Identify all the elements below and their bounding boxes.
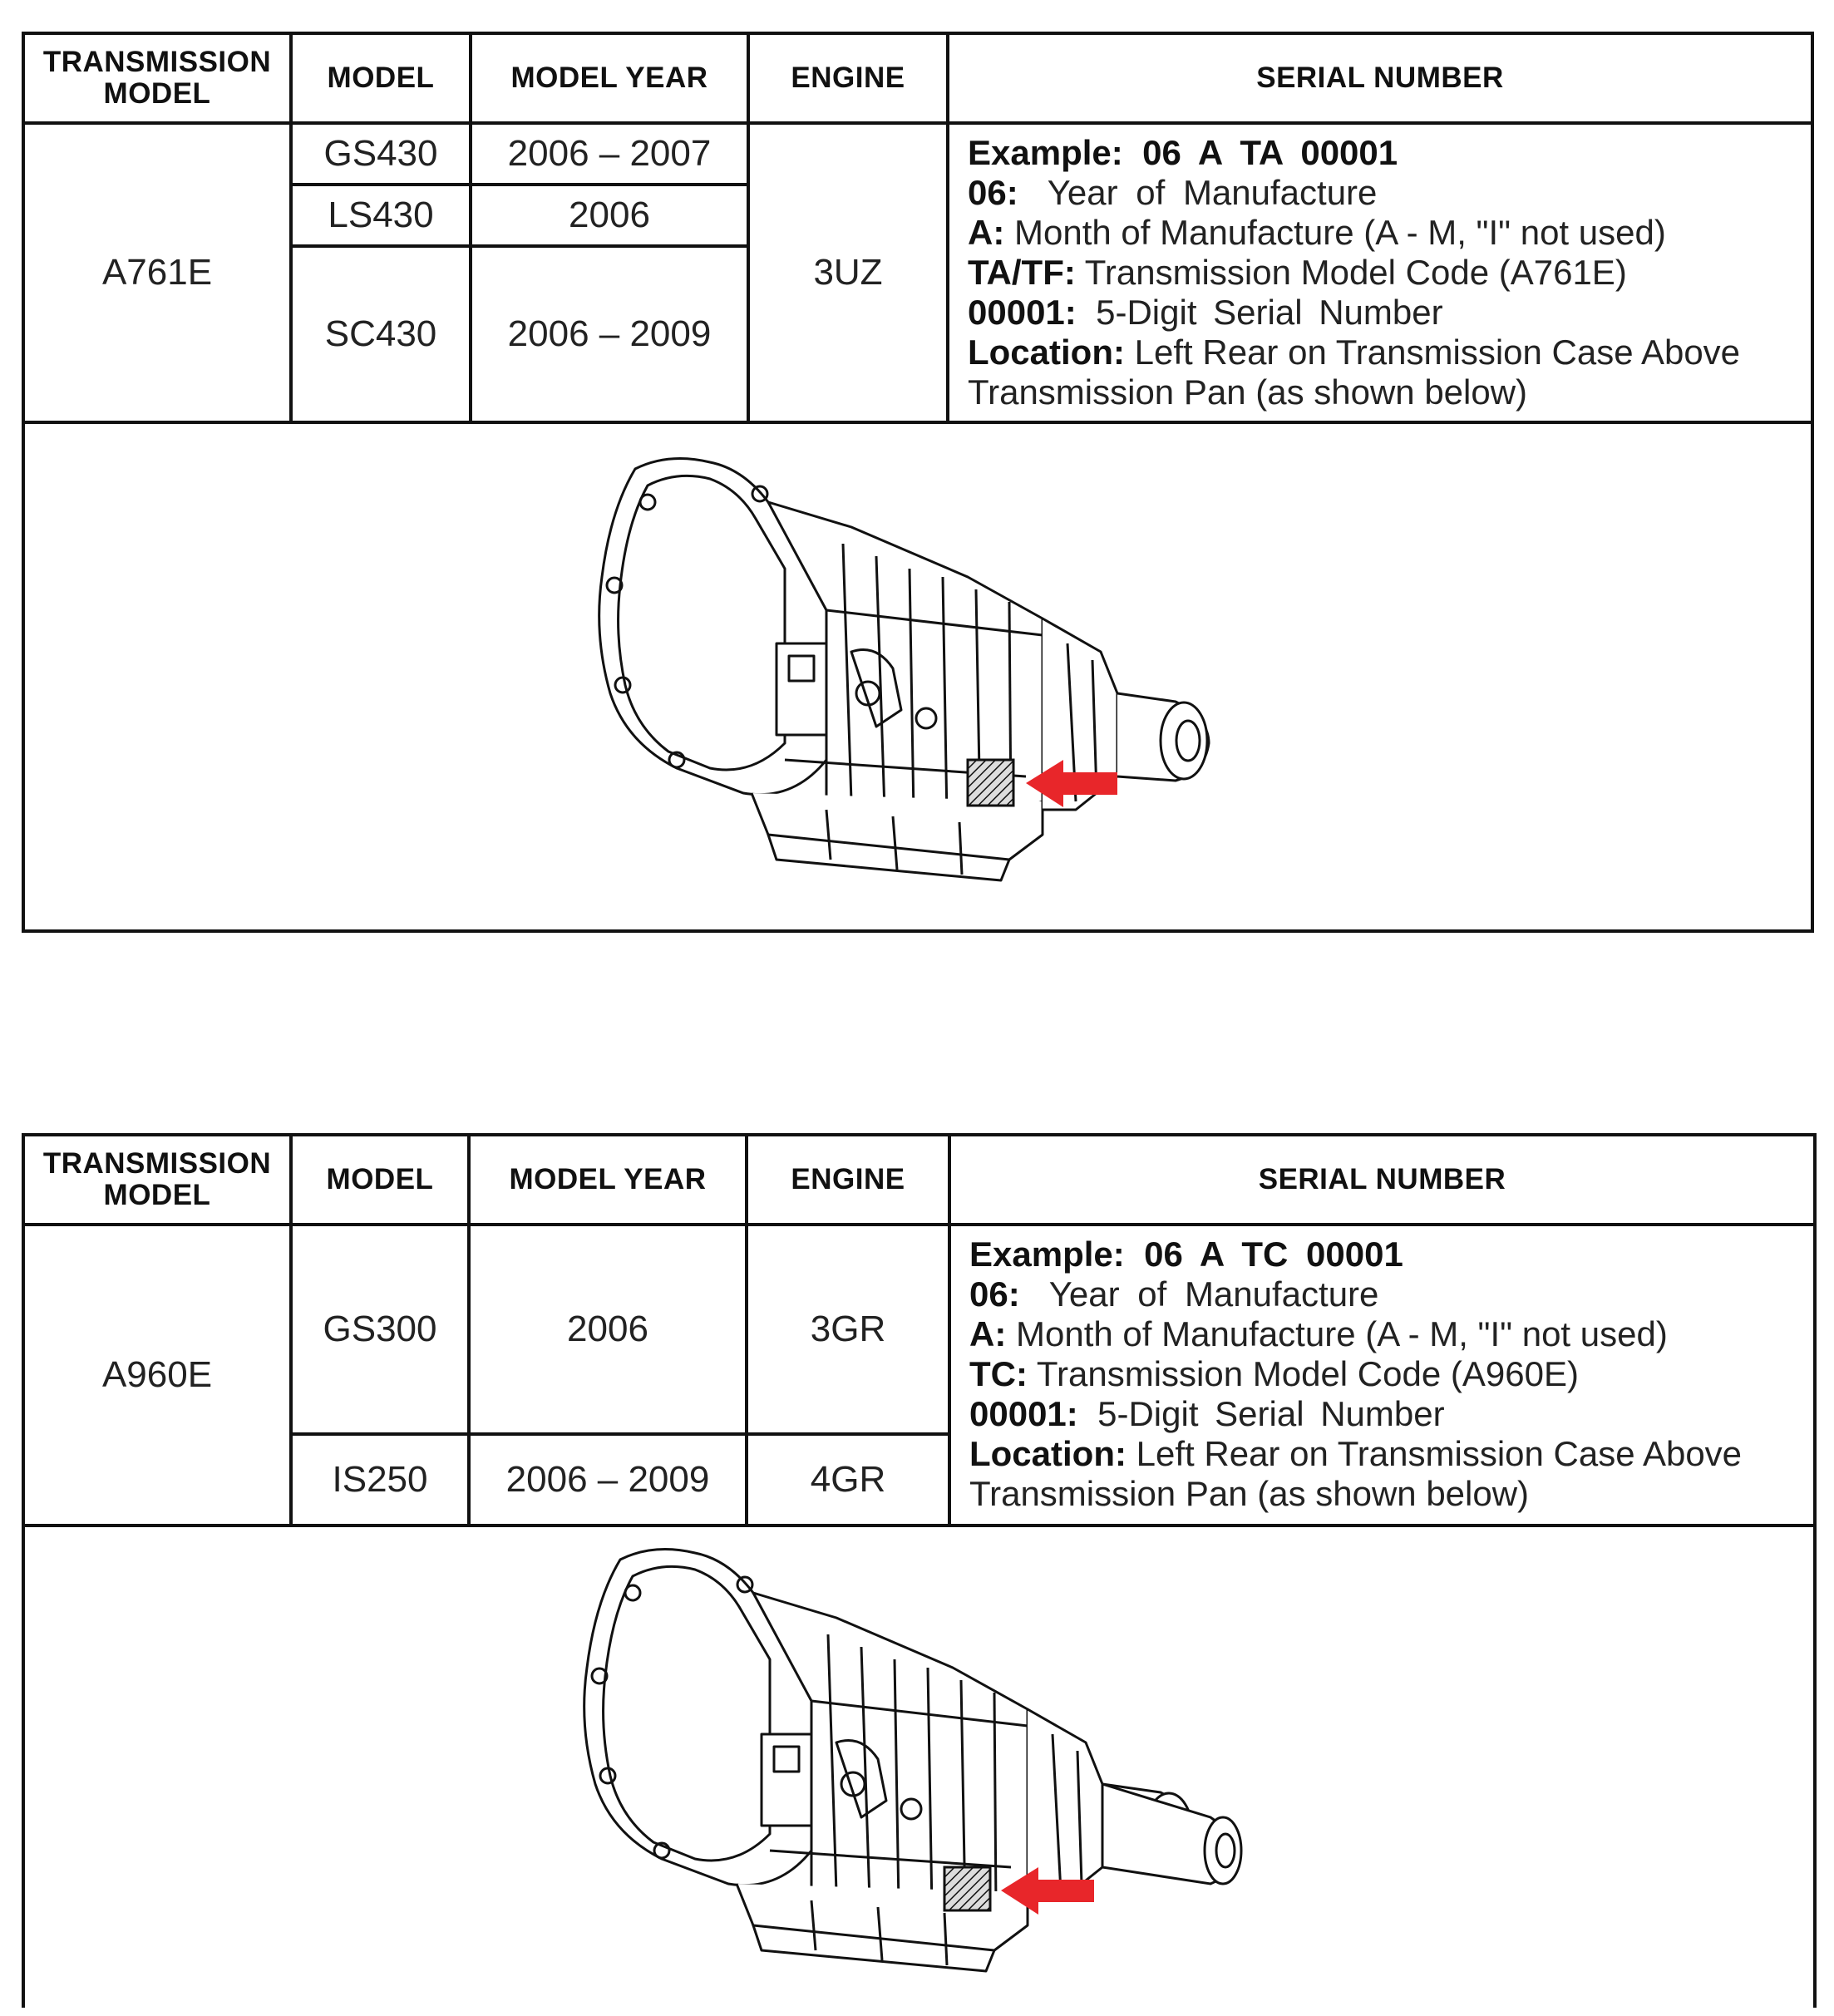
header-model-year: MODEL YEAR: [469, 1135, 747, 1225]
serial-plate-location: [944, 1867, 990, 1910]
header-model: MODEL: [291, 33, 471, 123]
transmission-illustration: [577, 444, 1259, 909]
model-year-cell: 2006: [469, 1225, 747, 1434]
serial-location-line: Location: Left Rear on Transmission Case Above: [968, 333, 1741, 372]
header-model-year: MODEL YEAR: [471, 33, 748, 123]
serial-digits-line: 00001: 5-Digit Serial Number: [968, 293, 1443, 332]
transmission-model-cell: A761E: [23, 123, 291, 422]
serial-number-cell: [949, 1225, 1815, 1526]
serial-digits-line: 00001: 5-Digit Serial Number: [969, 1394, 1445, 1433]
serial-month-line: A: Month of Manufacture (A - M, "I" not used): [968, 213, 1666, 252]
serial-location-line: Location: Left Rear on Transmission Case Above: [969, 1434, 1743, 1473]
serial-year-line: 06: Year of Manufacture: [968, 173, 1378, 212]
serial-year-line: 06: Year of Manufacture: [969, 1274, 1379, 1314]
serial-number-cell: [948, 123, 1812, 422]
serial-location-line-2: Transmission Pan (as shown below): [969, 1474, 1530, 1513]
model-cell: SC430: [291, 246, 471, 422]
serial-example-line: Example: 06 A TA 00001: [968, 133, 1398, 172]
illustration-cell: [23, 422, 1812, 931]
model-year-cell: 2006: [471, 185, 748, 246]
serial-plate-location: [968, 760, 1013, 806]
engine-cell: 3UZ: [748, 123, 948, 422]
serial-location-line-2: Transmission Pan (as shown below): [968, 372, 1528, 412]
transmission-table-a960e: [22, 1133, 1817, 2008]
engine-cell: 3GR: [747, 1225, 949, 1434]
model-cell: LS430: [291, 185, 471, 246]
header-transmission-model: TRANSMISSION MODEL: [23, 33, 291, 123]
model-cell: GS430: [291, 123, 471, 185]
serial-code-line: TA/TF: Transmission Model Code (A761E): [968, 253, 1627, 292]
model-year-cell: 2006 – 2009: [469, 1434, 747, 1526]
model-year-cell: 2006 – 2009: [471, 246, 748, 422]
header-serial-number: SERIAL NUMBER: [949, 1135, 1815, 1225]
header-transmission-model: TRANSMISSION MODEL: [23, 1135, 291, 1225]
header-engine: ENGINE: [747, 1135, 949, 1225]
transmission-table-a761e: [22, 32, 1814, 933]
engine-cell: 4GR: [747, 1434, 949, 1526]
transmission-model-cell: A960E: [23, 1225, 291, 1526]
model-cell: IS250: [291, 1434, 469, 1526]
transmission-illustration: [562, 1535, 1277, 2000]
illustration-cell: [23, 1526, 1815, 2008]
serial-code-line: TC: Transmission Model Code (A960E): [969, 1354, 1579, 1393]
serial-month-line: A: Month of Manufacture (A - M, "I" not used): [969, 1314, 1668, 1353]
header-serial-number: SERIAL NUMBER: [948, 33, 1812, 123]
header-model: MODEL: [291, 1135, 469, 1225]
model-cell: GS300: [291, 1225, 469, 1434]
serial-example-line: Example: 06 A TC 00001: [969, 1235, 1403, 1274]
header-engine: ENGINE: [748, 33, 948, 123]
model-year-cell: 2006 – 2007: [471, 123, 748, 185]
